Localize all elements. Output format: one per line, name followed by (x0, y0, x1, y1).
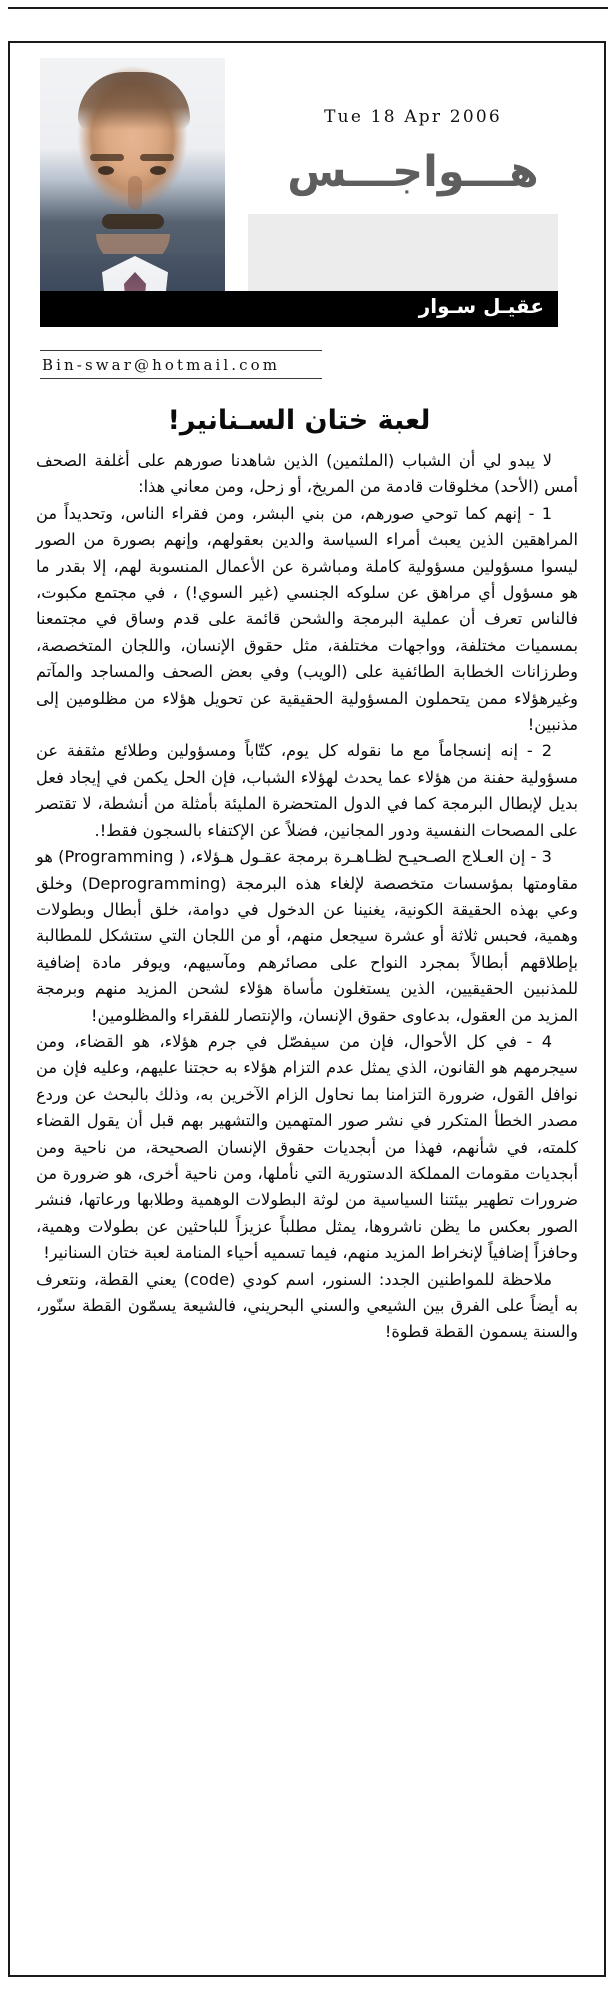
term-programming: Programming (64, 847, 174, 867)
paragraph-intro: لا يبدو لي أن الشباب (الملثمين) الذين شاهدنا صورهم على أغلفة الصحف أمس (الأحد) مخلوقات قادمة من المريخ، أو زحل، ومن معاني هذا: (36, 451, 578, 497)
portrait-eye-right (150, 166, 166, 175)
item-3-text-before: 3 - إن العـلاج الصـحيـح لظـاهـرة برمجة عقـول هـؤلاء، ( (173, 847, 552, 867)
paragraph-item-3 (36, 844, 578, 1029)
author-portrait-photo (40, 58, 225, 323)
author-email[interactable]: Bin-swar@hotmail.com (42, 356, 281, 374)
publication-date: Tue 18 Apr 2006 (324, 107, 502, 127)
item-3-text-after: ) وخلق وعي بهذه الحقيقة الكونية، يغنينا عن الدخول في دوامة، خلق أبطال وبطولات وهمية، فحبس ثلاثة أو عشرة سيجعل منهم، أو من اللجان التي ستشكل للمطالبة بإطلاقهم أبطالاً بمجرد النواح على مصائرهم ومآسيهم، ويوفر مادة إضافية للمذنبين الحقيقيين، الذين يستغلون مأساة هؤلاء لشحن المزيد منهم وبرمجة المزيد من العقول، بدعاوى حقوق الإنسان، والإنتصار للفقراء والمظلومين! (36, 873, 578, 1025)
email-rule-bottom (40, 378, 322, 379)
portrait-brow-right (140, 154, 174, 161)
portrait-moustache (102, 214, 164, 229)
note-text-after: ) يعني القطة، ونتعرف به أيضاً على الفرق بين الشيعي والسني البحريني، فالشيعة يسمّون القطة سنّور، والسنة يسمون القطة قطوة! (36, 1269, 578, 1342)
masthead (10, 43, 604, 335)
term-code: code (189, 1269, 230, 1289)
paragraph-item-1: 1 - إنهم كما توحي صورهم، من بني البشر، ومن فقراء الناس، وتحديداً من المراهقين الذين يعبث أمراء السياسة والدين بعقولهم، وإنهم بصورة من الصور ليسوا مسؤولين مسؤولية كاملة ومباشرة عن الأعمال المنسوبة لهم، إلا بقدر ما هو مسؤول أي مراهق عن سلوكه الجنسي (غير السوي!) ، في مجتمع مكبوت، فالناس تعرف أن عملية البرمجة والشحن قائمة على قدم وساق في مجتمعنا بمسميات مختلفة، وواجهات مختلفة، مثل حقوق الإنسان، واللجان المتخصصة، وطرزانات الخطابة الطائفية على (الويب) وفي بعض الصحف والمساجد والمآتم وغيرهؤلاء ممن يتحملون المسؤولية الحقيقية عن تحويل هؤلاء من مظلومين إلى مذنبين! (36, 503, 578, 735)
portrait-eye-left (98, 166, 114, 175)
portrait-nose (128, 176, 142, 210)
article-body (36, 448, 578, 1346)
note-text-before: ملاحظة للمواطنين الجدد: السنور، اسم كودي ( (229, 1269, 552, 1289)
author-name: عقيـل سـوار (418, 294, 544, 318)
column-logo-title: هـــواجـــس (287, 147, 539, 197)
author-byline-bar (40, 291, 558, 327)
author-contact-block (40, 350, 322, 379)
portrait-brow-left (90, 154, 124, 161)
article-frame (8, 41, 606, 1977)
portrait-hair (78, 72, 190, 130)
paragraph-item-2: 2 - إنه إنسجاماً مع ما نقوله كل يوم، كتّاباً ومسؤولين وطلائع مثقفة عن مسؤولية حفنة من هؤلاء عما يحدث لهؤلاء الشباب، فإن الحل يكمن في إيجاد فعل بديل لإبطال البرمجة كما في الدول المتحضرة المليئة بأمثلة من أنشطة، لا تقتصر على المصحات النفسية ودور المجانين، فضلاً عن الإكتفاء بالسجون فقط!. (36, 741, 578, 840)
item-3-text-middle: ) هو مقاومتها بمؤسسات متخصصة لإلغاء هذه البرمجة ( (36, 847, 578, 893)
paragraph-note (36, 1267, 578, 1346)
masthead-gray-panel (248, 214, 558, 291)
term-deprogramming: Deprogramming (87, 873, 221, 893)
page-top-rule (8, 7, 608, 9)
paragraph-item-4: 4 - في كل الأحوال، فإن من سيفصّل في جرم هؤلاء، هو القضاء، ومن سيجرمهم هو القانون، الذي يمثل عدم التزام هؤلاء به حجتنا عليهم، وعليه فإن من نوافل القول، ضرورة التزامنا بما نحاول الزام الآخرين به، وذلك بالبحث عن وردع مصدر الخطأ المتكرر في نشر صور المتهمين والتشهير بهم قبل أن يقول القضاء كلمته، في شأنهم، فهذا من أبجديات حقوق الإنسان الصحيحة، من ناحية ومن أبجديات مقومات المملكة الدستورية التي نأملها، ومن ناحية أخرى، هو ضرورة من ضرورات تطهير بيئتنا السياسية من لوثة البطولات الوهمية وطلابها ورعاتها، فنشر الصور بعكس ما يظن ناشروها، يمثل مطلباً عزيزاً للباحثين عن بطولات وهمية، وحافزاً إضافياً لإنخراط المزيد منهم، فيما تسميه أحياء المنامة لعبة ختان السنانير! (36, 1031, 578, 1263)
article-headline: لعبة ختان السـنانير! (167, 405, 431, 436)
